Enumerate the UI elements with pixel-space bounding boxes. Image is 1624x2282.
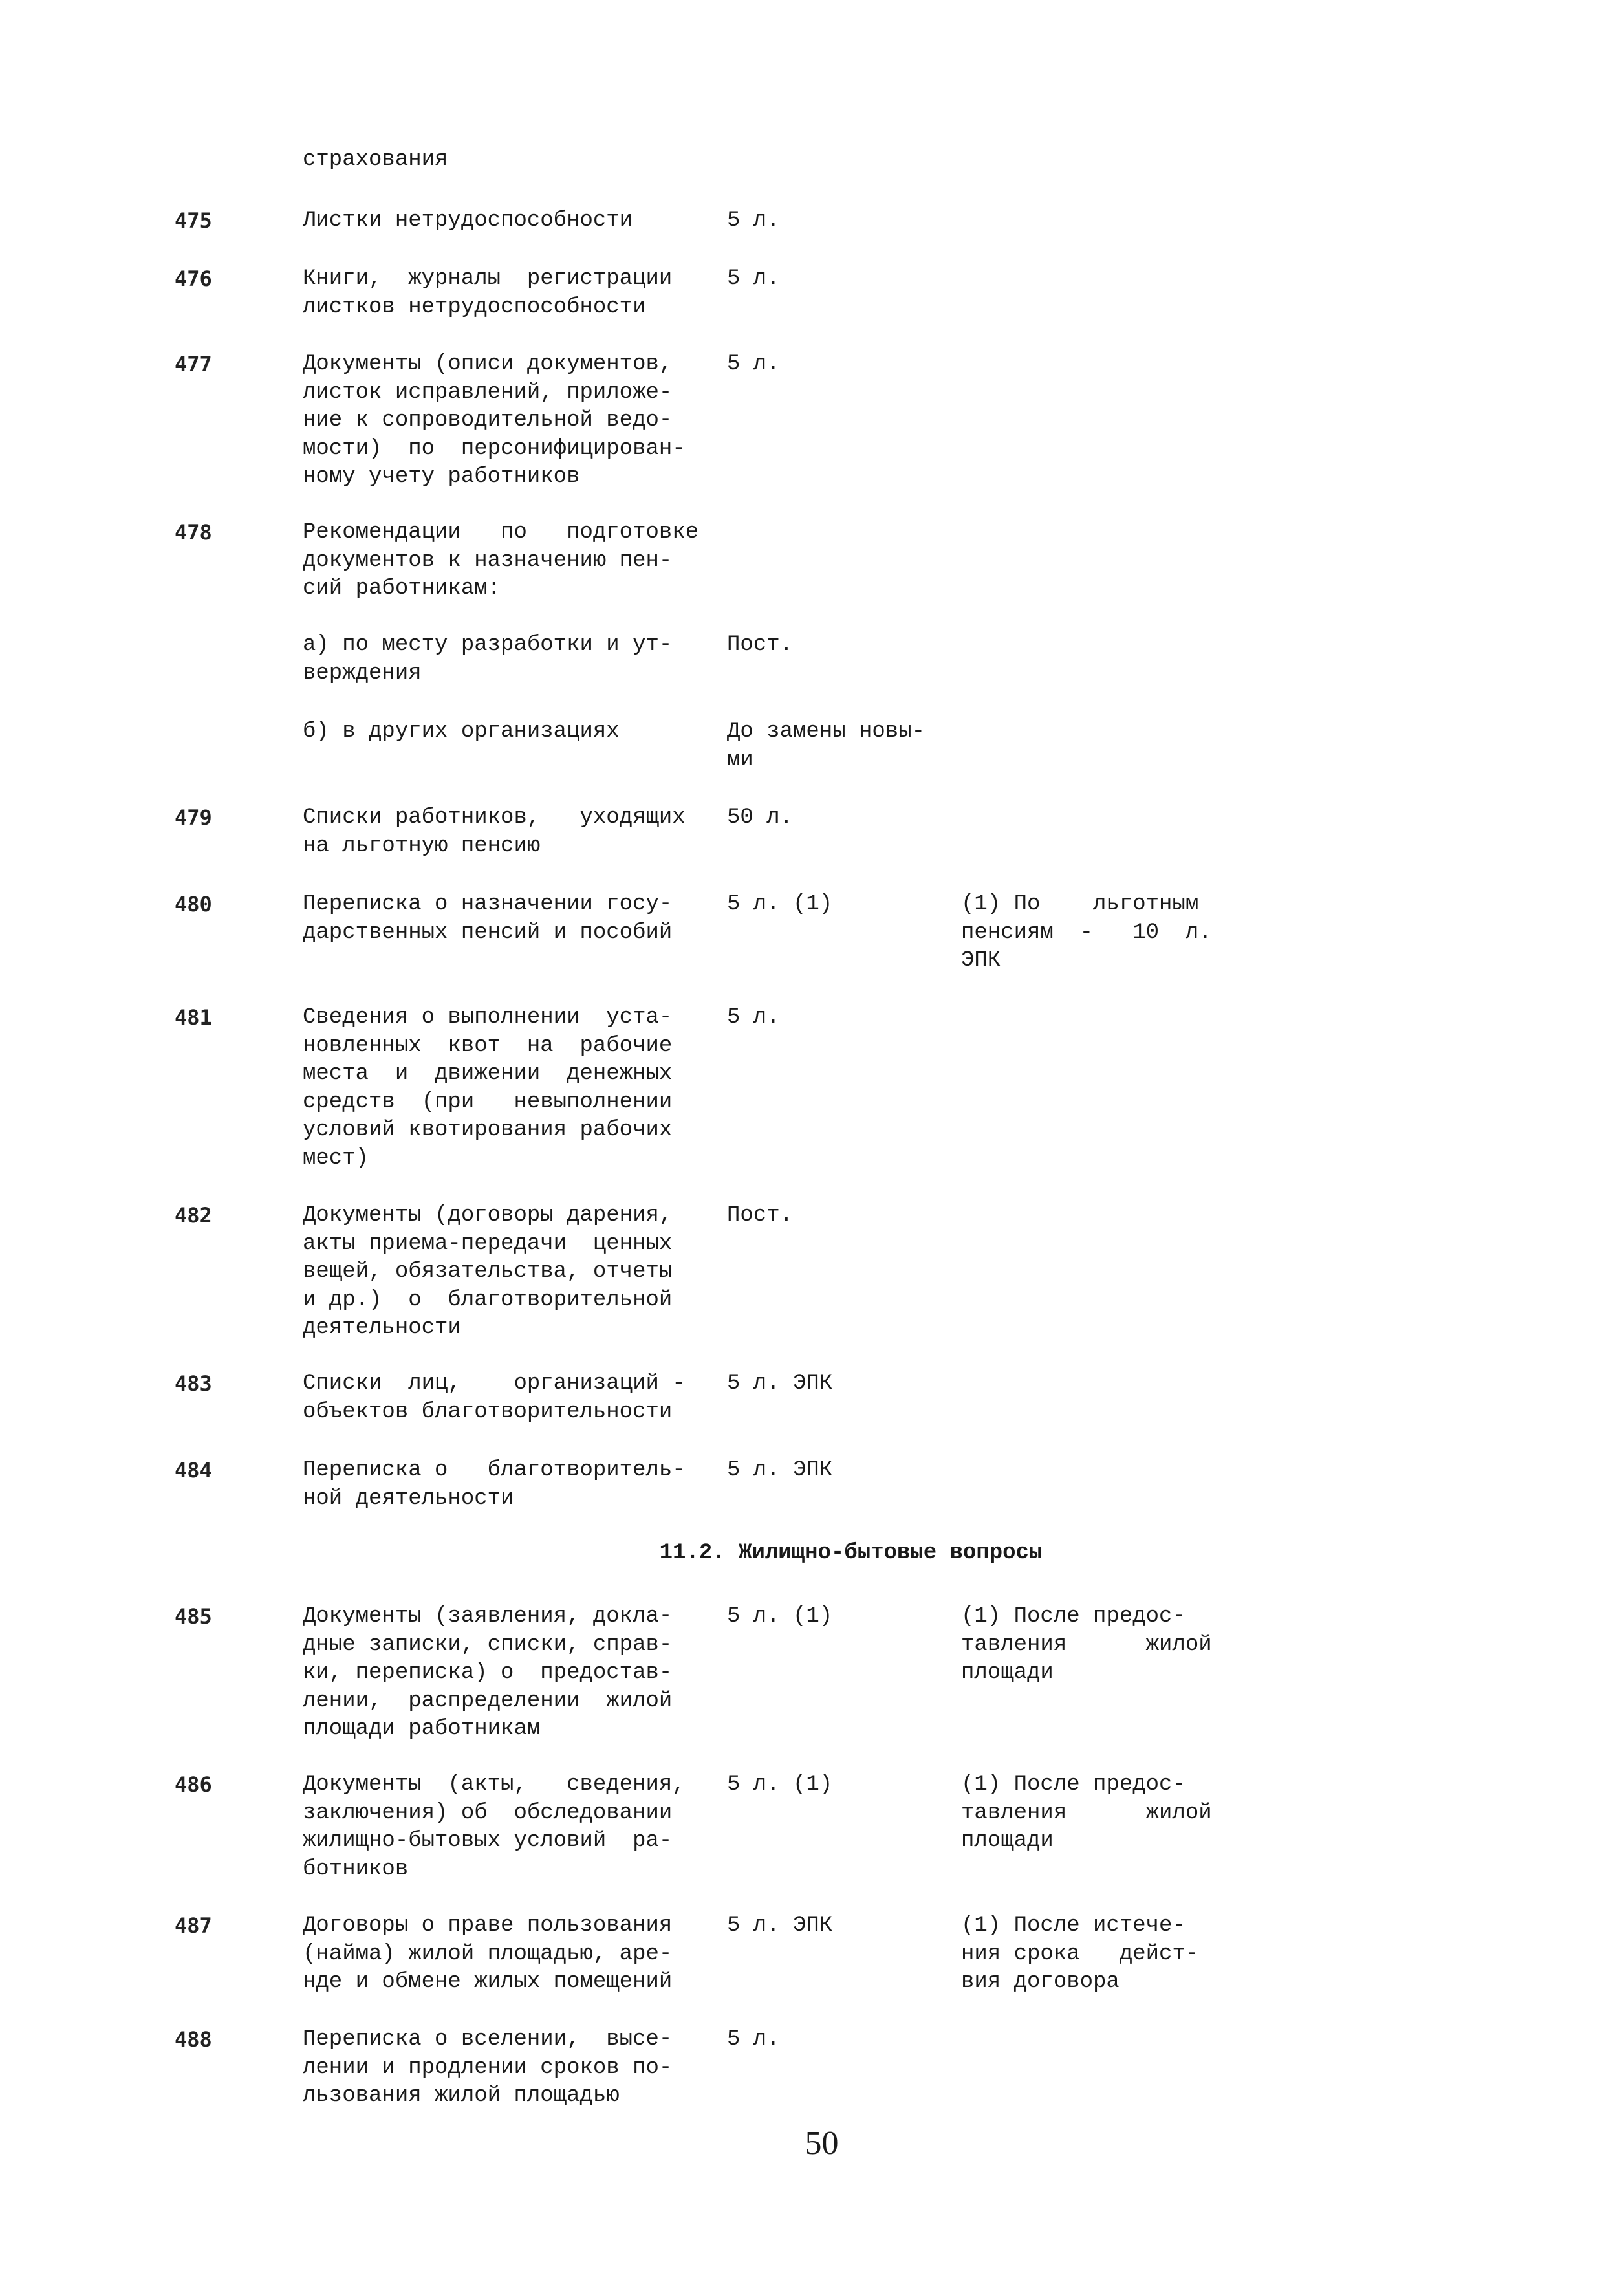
retention-term: 5 л. (727, 208, 780, 233)
note-text: (1) По льготным пенсиям - 10 л. ЭПК (961, 892, 1212, 973)
article-title: Переписка о вселении, высе- лении и продлении сроков по- льзования жилой площадью (303, 2027, 673, 2108)
article-number: 487 (175, 1913, 212, 1938)
article-title: Сведения о выполнении уста- новленных квот на рабочие места и движении денежных средств (при невыполнении условий квотирования рабочих мест) (303, 1005, 673, 1171)
article-number: 483 (175, 1371, 212, 1396)
retention-term: 5 л. ЭПК (727, 1458, 833, 1483)
article-number: 480 (175, 892, 212, 917)
article-number: 482 (175, 1203, 212, 1228)
retention-term: 5 л. (727, 352, 780, 376)
page-number: 50 (805, 2125, 839, 2162)
note-text: (1) После истече- ния срока дейст- вия договора (961, 1913, 1199, 1994)
article-title: Договоры о праве пользования (найма) жилой площадью, аре- нде и обмене жилых помещений (303, 1913, 673, 1994)
retention-term: 5 л. (1) (727, 1772, 833, 1797)
retention-term: До замены новы- ми (727, 719, 926, 772)
article-number: 484 (175, 1458, 212, 1483)
retention-term: 50 л. (727, 805, 794, 830)
retention-term: 5 л. (1) (727, 1604, 833, 1629)
article-number: 481 (175, 1005, 212, 1030)
retention-term: 5 л. (727, 1005, 780, 1030)
article-number: 478 (175, 520, 212, 545)
retention-term: 5 л. ЭПК (727, 1371, 833, 1396)
article-title: Списки лиц, организаций - объектов благотворительности (303, 1371, 686, 1424)
article-number: 475 (175, 208, 212, 233)
article-number: 476 (175, 266, 212, 291)
article-title: Документы (заявления, докла- дные записки, списки, справ- ки, переписка) о предостав- лении, распределении жилой площади работникам (303, 1604, 673, 1741)
subitem-title: а) по месту разработки и ут- верждения (303, 633, 673, 686)
article-title: Переписка о назначении госу- дарственных пенсий и пособий (303, 892, 673, 945)
retention-term: 5 л. (727, 266, 780, 291)
note-text: (1) После предос- тавления жилой площади (961, 1772, 1212, 1853)
retention-term: 5 л. ЭПК (727, 1913, 833, 1938)
article-title: Книги, журналы регистрации листков нетрудоспособности (303, 266, 673, 320)
retention-term: Пост. (727, 1203, 794, 1228)
retention-term: 5 л. (1) (727, 892, 833, 917)
article-number: 486 (175, 1772, 212, 1797)
article-title: Списки работников, уходящих на льготную пенсию (303, 805, 686, 858)
section-heading: 11.2. Жилищно-бытовые вопросы (659, 1541, 1043, 1565)
article-title: Листки нетрудоспособности (303, 208, 633, 233)
article-number: 485 (175, 1604, 212, 1629)
article-title: Рекомендации по подготовке документов к назначению пен- сий работникам: (303, 520, 699, 601)
article-number: 477 (175, 352, 212, 376)
article-title: Переписка о благотворитель- ной деятельности (303, 1458, 686, 1511)
retention-term: 5 л. (727, 2027, 780, 2052)
article-title: Документы (описи документов, листок исправлений, приложе- ние к сопроводительной ведо- мости) по персонифицирован- ному учету работников (303, 352, 686, 489)
note-text: (1) После предос- тавления жилой площади (961, 1604, 1212, 1685)
article-number: 479 (175, 805, 212, 830)
article-title: Документы (акты, сведения, заключения) об обследовании жилищно-бытовых условий ра- ботников (303, 1772, 686, 1882)
article-title: Документы (договоры дарения, акты приема-передачи ценных вещей, обязательства, отчеты и др.) о благотворительной деятельности (303, 1203, 673, 1340)
subitem-title: б) в других организациях (303, 719, 620, 744)
article-number: 488 (175, 2027, 212, 2052)
continuation-text: страхования (303, 147, 448, 172)
retention-term: Пост. (727, 633, 794, 657)
